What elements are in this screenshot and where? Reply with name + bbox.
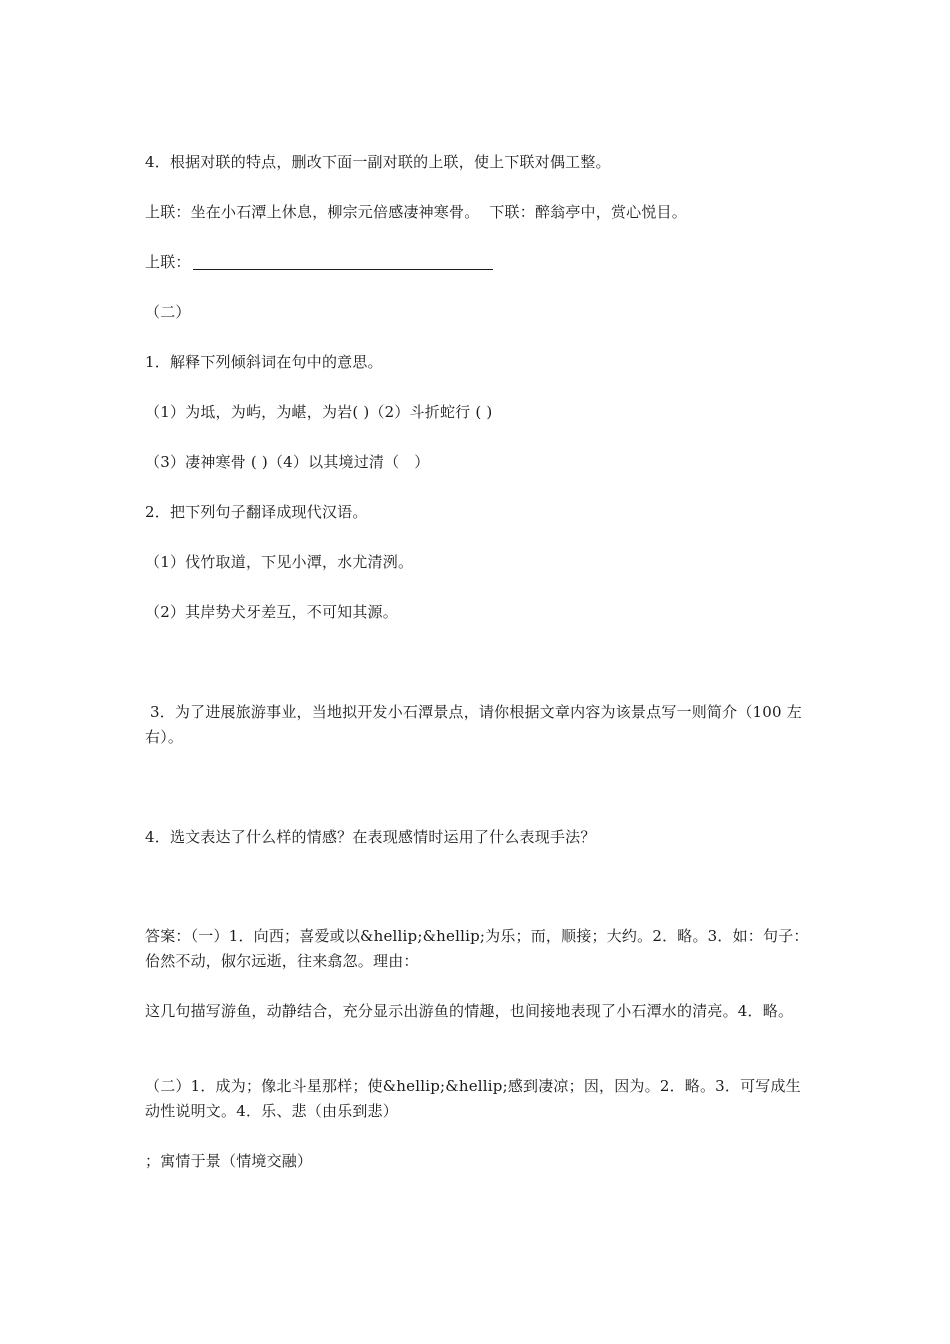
answer-line	[145, 250, 815, 275]
question-2-item-2: （2）其岸势犬牙差互，不可知其源。	[145, 603, 398, 621]
question-2-prompt: 2．把下列句子翻译成现代汉语。	[145, 503, 368, 521]
section-heading: （二）	[145, 303, 191, 321]
question-3-prompt: 3．为了进展旅游事业，当地拟开发小石潭景点，请你根据文章内容为该景点写一则简介（100 左右）。	[145, 703, 802, 746]
question-1-items-a: （1）为坻，为屿，为嵁，为岩( )（2）斗折蛇行 ( )	[145, 403, 493, 421]
answer-paragraph-3: （二）1．成为；像北斗星那样；使&hellip;&hellip;感到凄凉；因，因为。2．略。3．可写成生动性说明文。4．乐、悲（由乐到悲）	[145, 1077, 801, 1120]
answer-paragraph-4: ；寓情于景（情境交融）	[145, 1152, 313, 1170]
answer-paragraph-2: 这几句描写游鱼，动静结合，充分显示出游鱼的情趣，也间接地表现了小石潭水的清亮。4．略。	[145, 1002, 794, 1020]
question-4-prompt: 4．根据对联的特点，删改下面一副对联的上联，使上下联对偶工整。	[145, 153, 611, 171]
question-2-item-1: （1）伐竹取道，下见小潭，水尤清洌。	[145, 553, 414, 571]
couplet-text: 上联：坐在小石潭上休息，柳宗元倍感凄神寒骨。 下联：醉翁亭中，赏心悦目。	[145, 203, 687, 221]
question-1-items-b: （3）凄神寒骨 ( )（4）以其境过清（ ）	[145, 453, 430, 471]
answer-blank	[193, 252, 493, 270]
answer-label: 上联：	[145, 253, 191, 271]
question-1-prompt: 1．解释下列倾斜词在句中的意思。	[145, 353, 383, 371]
answer-paragraph-1: 答案：（一）1．向西；喜爱或以&hellip;&hellip;为乐；而，顺接；大约。2．略。3．如：句子：佁然不动，俶尔远逝，往来翕忽。理由：	[145, 927, 809, 970]
question-4b-prompt: 4．选文表达了什么样的情感？在表现感情时运用了什么表现手法？	[145, 828, 596, 846]
